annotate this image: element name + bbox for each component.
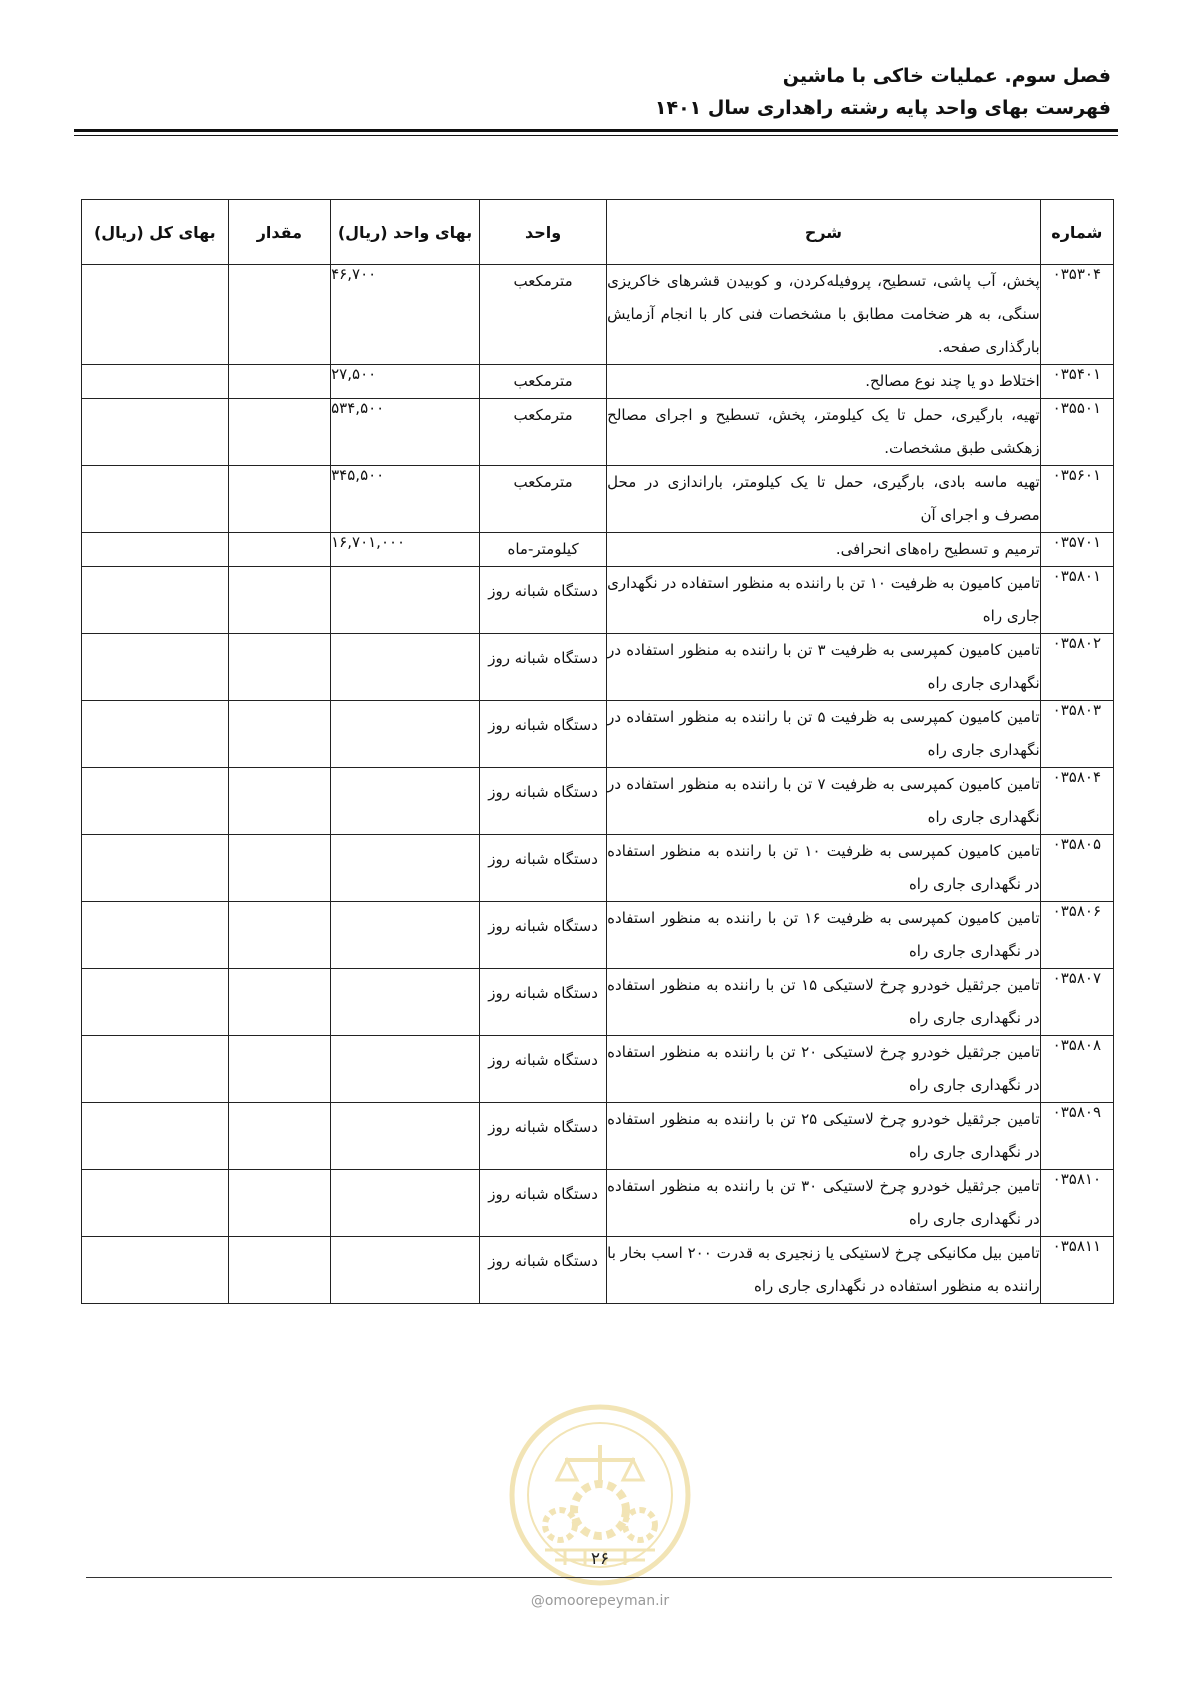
item-description: ترمیم و تسطیح راه‌های انحرافی. — [607, 533, 1041, 567]
item-code: ۰۳۵۸۰۲ — [1040, 634, 1113, 701]
item-description: تامین کامیون کمپرسی به ظرفیت ۷ تن با راننده به منظور استفاده در نگهداری جاری راه — [607, 768, 1041, 835]
item-total-price — [82, 399, 229, 466]
item-total-price — [82, 835, 229, 902]
item-quantity — [228, 399, 330, 466]
table-header-row — [82, 200, 1114, 265]
item-unit: دستگاه شبانه روز — [479, 1237, 606, 1304]
item-code: ۰۳۵۸۰۵ — [1040, 835, 1113, 902]
item-code: ۰۳۵۸۰۱ — [1040, 567, 1113, 634]
item-total-price — [82, 466, 229, 533]
column-header-unit-price: بهای واحد (ریال) — [331, 200, 480, 265]
item-unit-price — [331, 567, 480, 634]
chapter-title: فصل سوم. عملیات خاکی با ماشین — [782, 65, 1111, 87]
item-quantity — [228, 768, 330, 835]
item-unit-price — [331, 768, 480, 835]
item-unit-price: ۵۳۴,۵۰۰ — [331, 399, 480, 466]
item-unit: دستگاه شبانه روز — [479, 1103, 606, 1170]
item-total-price — [82, 902, 229, 969]
item-description: تهیه ماسه بادی، بارگیری، حمل تا یک کیلومتر، باراندازی در محل مصرف و اجرای آن — [607, 466, 1041, 533]
column-header-total-price: بهای کل (ریال) — [82, 200, 229, 265]
table-row — [82, 1036, 1114, 1103]
item-code: ۰۳۵۸۰۷ — [1040, 969, 1113, 1036]
item-quantity — [228, 835, 330, 902]
header-rule-thin — [74, 135, 1118, 136]
page-number: ۲۶ — [590, 1549, 610, 1569]
table-row — [82, 533, 1114, 567]
item-unit: دستگاه شبانه روز — [479, 701, 606, 768]
item-unit: دستگاه شبانه روز — [479, 835, 606, 902]
table-row — [82, 969, 1114, 1036]
column-header-quantity: مقدار — [228, 200, 330, 265]
item-unit-price — [331, 969, 480, 1036]
item-unit-price: ۴۶,۷۰۰ — [331, 265, 480, 365]
item-total-price — [82, 533, 229, 567]
item-unit: دستگاه شبانه روز — [479, 768, 606, 835]
table-row — [82, 902, 1114, 969]
item-quantity — [228, 567, 330, 634]
item-total-price — [82, 365, 229, 399]
item-quantity — [228, 466, 330, 533]
table-row — [82, 365, 1114, 399]
item-code: ۰۳۵۳۰۴ — [1040, 265, 1113, 365]
table-row — [82, 1103, 1114, 1170]
item-quantity — [228, 265, 330, 365]
item-description: تامین کامیون کمپرسی به ظرفیت ۱۶ تن با راننده به منظور استفاده در نگهداری جاری راه — [607, 902, 1041, 969]
item-quantity — [228, 533, 330, 567]
item-quantity — [228, 1170, 330, 1237]
item-total-price — [82, 634, 229, 701]
item-unit: مترمکعب — [479, 365, 606, 399]
item-code: ۰۳۵۸۰۳ — [1040, 701, 1113, 768]
item-quantity — [228, 365, 330, 399]
item-unit-price — [331, 1036, 480, 1103]
item-quantity — [228, 902, 330, 969]
footer-rule — [86, 1577, 1112, 1578]
column-header-code: شماره — [1040, 200, 1113, 265]
item-description: تامین جرثقیل خودرو چرخ لاستیکی ۲۵ تن با راننده به منظور استفاده در نگهداری جاری راه — [607, 1103, 1041, 1170]
item-total-price — [82, 1237, 229, 1304]
item-unit: مترمکعب — [479, 466, 606, 533]
item-unit-price — [331, 1237, 480, 1304]
item-unit-price — [331, 634, 480, 701]
item-code: ۰۳۵۸۰۹ — [1040, 1103, 1113, 1170]
item-code: ۰۳۵۸۱۰ — [1040, 1170, 1113, 1237]
item-quantity — [228, 1103, 330, 1170]
item-unit-price: ۱۶,۷۰۱,۰۰۰ — [331, 533, 480, 567]
table-row — [82, 466, 1114, 533]
item-unit-price: ۲۷,۵۰۰ — [331, 365, 480, 399]
item-unit-price — [331, 902, 480, 969]
item-unit-price: ۳۴۵,۵۰۰ — [331, 466, 480, 533]
item-unit: دستگاه شبانه روز — [479, 1170, 606, 1237]
item-unit-price — [331, 701, 480, 768]
item-unit-price — [331, 1103, 480, 1170]
item-total-price — [82, 701, 229, 768]
item-total-price — [82, 567, 229, 634]
item-total-price — [82, 1036, 229, 1103]
item-code: ۰۳۵۸۱۱ — [1040, 1237, 1113, 1304]
item-code: ۰۳۵۶۰۱ — [1040, 466, 1113, 533]
item-total-price — [82, 768, 229, 835]
item-description: پخش، آب پاشی، تسطیح، پروفیله‌کردن، و کوبیدن قشرهای خاکریزی سنگی، به هر ضخامت مطابق با مشخصات فنی کار با انجام آزمایش بارگذاری صفحه. — [607, 265, 1041, 365]
item-description: اختلاط دو یا چند نوع مصالح. — [607, 365, 1041, 399]
item-quantity — [228, 969, 330, 1036]
page-header — [80, 60, 1111, 124]
item-unit: دستگاه شبانه روز — [479, 902, 606, 969]
table-body — [82, 265, 1114, 1304]
item-unit-price — [331, 1170, 480, 1237]
item-unit: دستگاه شبانه روز — [479, 634, 606, 701]
item-description: تامین کامیون کمپرسی به ظرفیت ۵ تن با راننده به منظور استفاده در نگهداری جاری راه — [607, 701, 1041, 768]
table-row — [82, 1170, 1114, 1237]
item-total-price — [82, 265, 229, 365]
item-description: تامین جرثقیل خودرو چرخ لاستیکی ۲۰ تن با راننده به منظور استفاده در نگهداری جاری راه — [607, 1036, 1041, 1103]
item-unit: دستگاه شبانه روز — [479, 969, 606, 1036]
column-header-description: شرح — [607, 200, 1041, 265]
table-row — [82, 399, 1114, 466]
item-description: تامین کامیون به ظرفیت ۱۰ تن با راننده به منظور استفاده در نگهداری جاری راه — [607, 567, 1041, 634]
table-row — [82, 634, 1114, 701]
item-unit: مترمکعب — [479, 265, 606, 365]
table-row — [82, 835, 1114, 902]
item-code: ۰۳۵۵۰۱ — [1040, 399, 1113, 466]
header-rule-thick — [74, 129, 1118, 132]
item-code: ۰۳۵۴۰۱ — [1040, 365, 1113, 399]
item-total-price — [82, 1103, 229, 1170]
item-unit: مترمکعب — [479, 399, 606, 466]
item-description: تامین کامیون کمپرسی به ظرفیت ۱۰ تن با راننده به منظور استفاده در نگهداری جاری راه — [607, 835, 1041, 902]
table-row — [82, 768, 1114, 835]
table-row — [82, 567, 1114, 634]
table-row — [82, 1237, 1114, 1304]
item-unit: دستگاه شبانه روز — [479, 567, 606, 634]
item-quantity — [228, 1036, 330, 1103]
item-quantity — [228, 1237, 330, 1304]
item-unit-price — [331, 835, 480, 902]
item-total-price — [82, 969, 229, 1036]
item-quantity — [228, 701, 330, 768]
item-description: تامین کامیون کمپرسی به ظرفیت ۳ تن با راننده به منظور استفاده در نگهداری جاری راه — [607, 634, 1041, 701]
column-header-unit: واحد — [479, 200, 606, 265]
table-row — [82, 265, 1114, 365]
item-code: ۰۳۵۷۰۱ — [1040, 533, 1113, 567]
item-description: تامین بیل مکانیکی چرخ لاستیکی یا زنجیری به قدرت ۲۰۰ اسب بخار با راننده به منظور استفاده در نگهداری جاری راه — [607, 1237, 1041, 1304]
item-description: تامین جرثقیل خودرو چرخ لاستیکی ۳۰ تن با راننده به منظور استفاده در نگهداری جاری راه — [607, 1170, 1041, 1237]
item-unit: کیلومتر-ماه — [479, 533, 606, 567]
website-watermark: @omoorepeyman.ir — [530, 1593, 670, 1609]
item-unit: دستگاه شبانه روز — [479, 1036, 606, 1103]
item-code: ۰۳۵۸۰۶ — [1040, 902, 1113, 969]
item-code: ۰۳۵۸۰۸ — [1040, 1036, 1113, 1103]
table-row — [82, 701, 1114, 768]
item-code: ۰۳۵۸۰۴ — [1040, 768, 1113, 835]
price-list-title: فهرست بهای واحد پایه رشته راهداری سال ۱۴۰۱ — [654, 97, 1111, 119]
price-table — [81, 199, 1114, 1304]
item-description: تهیه، بارگیری، حمل تا یک کیلومتر، پخش، تسطیح و اجرای مصالح زهکشی طبق مشخصات. — [607, 399, 1041, 466]
item-quantity — [228, 634, 330, 701]
item-description: تامین جرثقیل خودرو چرخ لاستیکی ۱۵ تن با راننده به منظور استفاده در نگهداری جاری راه — [607, 969, 1041, 1036]
item-total-price — [82, 1170, 229, 1237]
